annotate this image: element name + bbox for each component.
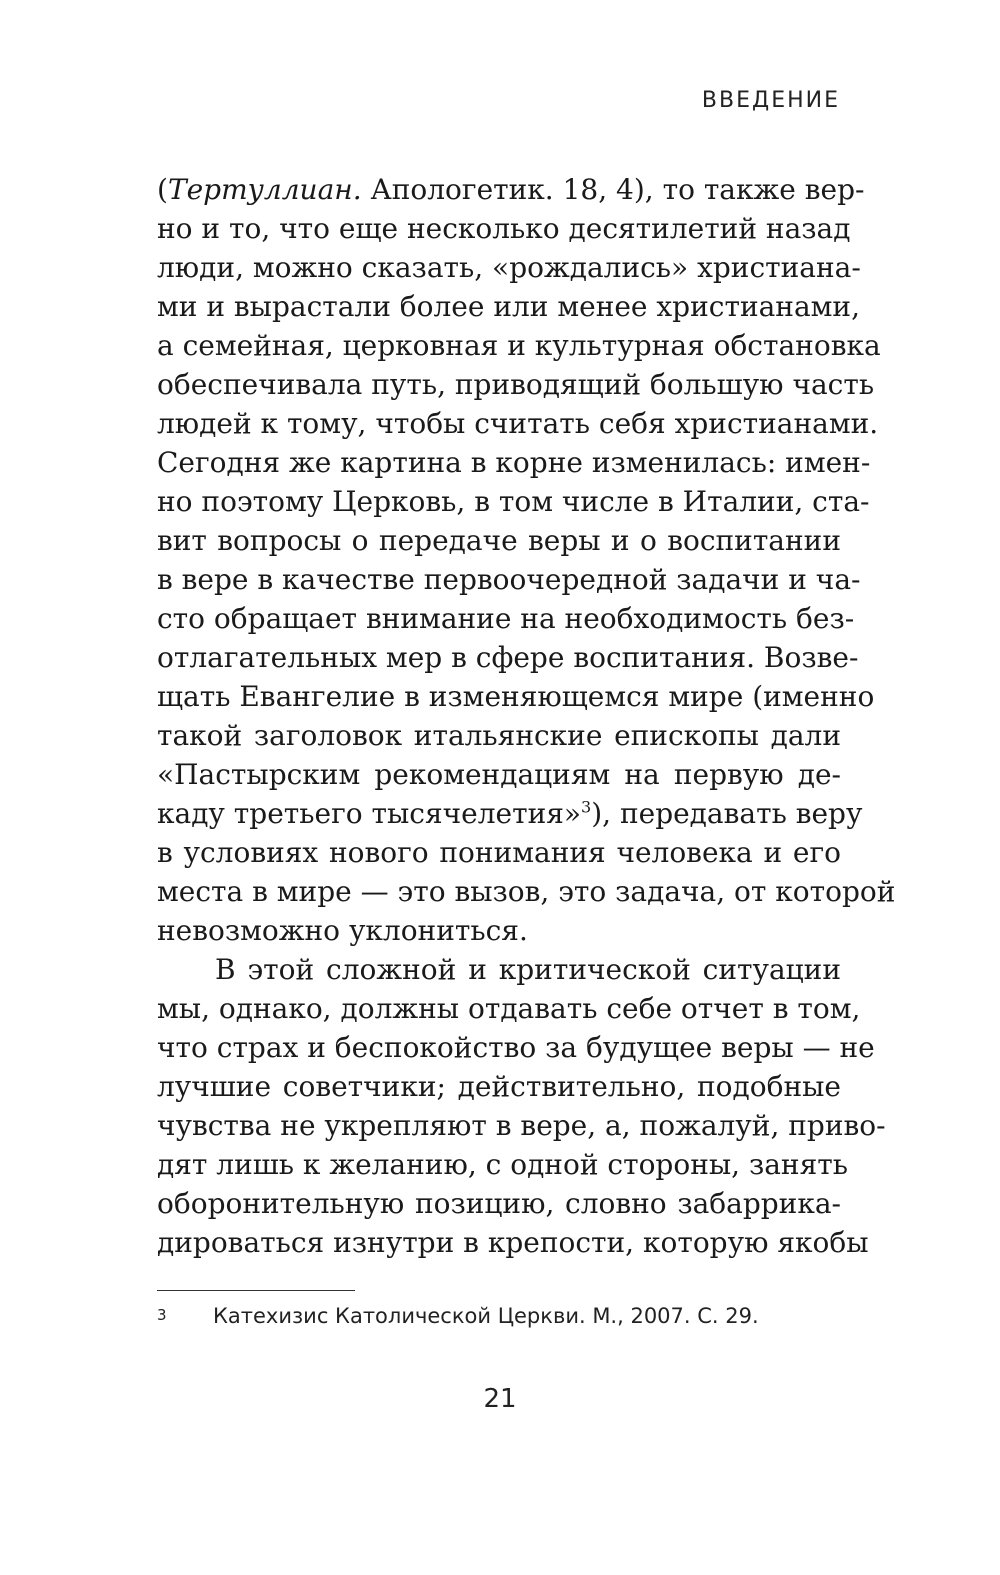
- text-line: в условиях нового понимания человека и его: [157, 836, 841, 869]
- paragraph-end-line: невозможно уклониться.: [157, 914, 528, 947]
- text-line: «Пастырским рекомендациям на первую де-: [157, 758, 841, 791]
- text-line: дироваться изнутри в крепости, которую якобы: [157, 1226, 869, 1259]
- text-line: вит вопросы о передаче веры и о воспитании: [157, 524, 841, 557]
- text-line: чувства не укрепляют в вере, а, пожалуй, приво-: [157, 1109, 886, 1142]
- text-line: сто обращает внимание на необходимость без-: [157, 602, 855, 635]
- text-line: но и то, что еще несколько десятилетий назад: [157, 212, 851, 245]
- text-line: отлагательных мер в сфере воспитания. Возве-: [157, 641, 859, 674]
- line-part: ), передавать веру: [591, 797, 863, 830]
- text-line: мы, однако, должны отдавать себе отчет в том,: [157, 992, 861, 1025]
- open-paren: (: [157, 173, 168, 206]
- text-line: а семейная, церковная и культурная обстановка: [157, 329, 881, 362]
- footnote-divider: [157, 1290, 355, 1291]
- page-number: 21: [483, 1384, 517, 1414]
- text-line: [157, 170, 865, 209]
- running-header: ВВЕДЕНИЕ: [701, 88, 840, 113]
- footnote-reference[interactable]: 3: [581, 797, 592, 817]
- text-line: людей к тому, чтобы считать себя христианами.: [157, 407, 879, 440]
- text-line: люди, можно сказать, «рождались» христиана-: [157, 251, 861, 284]
- main-text: [157, 170, 896, 1262]
- footnote-text: Катехизис Католической Церкви. М., 2007. С. 29.: [213, 1304, 759, 1328]
- text-line: обеспечивала путь, приводящий большую часть: [157, 368, 875, 401]
- text-line: что страх и беспокойство за будущее веры — не: [157, 1031, 875, 1064]
- text-line: в вере в качестве первоочередной задачи и ча-: [157, 563, 861, 596]
- text-line: Сегодня же картина в корне изменилась: имен-: [157, 446, 871, 479]
- text-line: [157, 794, 863, 833]
- text-line: оборонительную позицию, словно забаррика-: [157, 1187, 841, 1220]
- text-line: места в мире — это вызов, это задача, от которой: [157, 875, 896, 908]
- text-line: дят лишь к желанию, с одной стороны, занять: [157, 1148, 848, 1181]
- line-part: каду третьего тысячелетия»: [157, 797, 582, 830]
- text-line: ми и вырастали более или менее христианами,: [157, 290, 860, 323]
- footnote-number: 3: [157, 1306, 167, 1324]
- author-italic: Тертуллиан.: [167, 173, 362, 206]
- text-line: лучшие советчики; действительно, подобные: [157, 1070, 841, 1103]
- line-rest: Апологетик. 18, 4), то также вер-: [361, 173, 865, 206]
- text-line: такой заголовок итальянские епископы дали: [157, 719, 841, 752]
- paragraph-first-line: В этой сложной и критической ситуации: [215, 953, 841, 986]
- text-line: щать Евангелие в изменяющемся мире (именно: [157, 680, 875, 713]
- text-line: но поэтому Церковь, в том числе в Италии, ста-: [157, 485, 870, 518]
- footnote: [157, 1304, 841, 1328]
